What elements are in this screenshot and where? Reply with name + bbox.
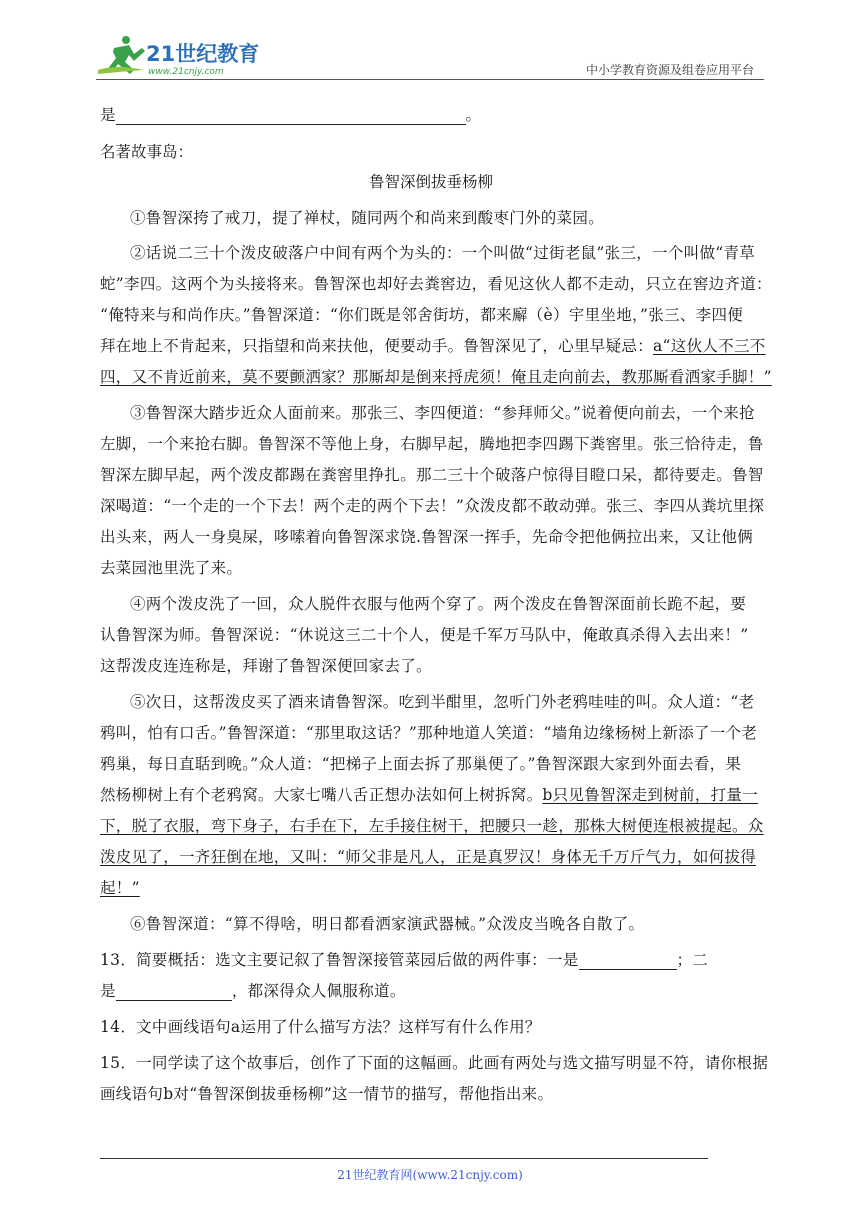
paragraph-3-line: 深喝道：“一个走的一个下去！两个走的两个下去！”众泼皮都不敢动弹。张三、李四从粪坑里探 [100,497,765,515]
paragraph-3-line: 智深左脚早起，两个泼皮都踢在粪窖里挣扎。那二三十个破落户惊得目瞪口呆，都待要走。鲁智 [100,466,764,484]
answer-blank[interactable] [116,108,466,125]
page-header [0,0,860,84]
paragraph-2-line: 蛇”李四。这两个为头接将来。鲁智深也却好去粪窖边，看见这伙人都不走动，只立在窖边齐道： [100,275,772,293]
paragraph-2-line: 拜在地上不肯起来，只指望和尚来扶他，便要动手。鲁智深见了，心里早疑忌：a“这伙人不三不 [100,337,766,355]
underlined-sentence-a: 四，又不肯近前来，莫不要颤洒家？那厮却是倒来捋虎须！俺且走向前去，教那厮看洒家手脚！” [100,368,772,386]
platform-name: 中小学教育资源及组卷应用平台 [585,63,754,77]
paragraph-4-line: 认鲁智深为师。鲁智深说：“休说这三二十个人，便是千军万马队中，俺敢真杀得入去出来！” [100,626,749,644]
paragraph-5-line: 然杨柳树上有个老鸦窝。大家七嘴八舌正想办法如何上树拆窝。b只见鲁智深走到树前，打量一 [100,786,759,804]
paragraph-2-line: “俺特来与和尚作庆。”鲁智深道：“你们既是邻舍街坊，都来廨（è）宇里坐地，”张三、李四便 [100,306,744,324]
paragraph-4-line: 这帮泼皮连连称是，拜谢了鲁智深便回家去了。 [100,657,432,675]
footer-divider [100,1158,708,1159]
footer-text: 21世纪教育网(www.21cnjy.com) [337,1168,523,1182]
question-14: 14．文中画线语句a运用了什么描写方法？这样写有什么作用？ [100,1018,541,1036]
paragraph-4-line: ④两个泼皮洗了一回，众人脱件衣服与他两个穿了。两个泼皮在鲁智深面前长跪不起，要 [130,595,747,613]
paragraph-6: ⑥鲁智深道：“算不得啥，明日都看洒家演武器械。”众泼皮当晚各自散了。 [130,915,645,933]
story-title: 鲁智深倒拔垂杨柳 [368,173,493,191]
paragraph-3-line: ③鲁智深大踏步近众人面前来。那张三、李四便道：“参拜师父。”说着便向前去，一个来抢 [130,404,755,422]
paragraph-5-line: 鸦叫，怕有口舌。”鲁智深道：“那里取这话？”那种地道人笑道：“墙角边缘杨树上新添了一个老 [100,724,758,742]
question-15: 画线语句b对“鲁智深倒拔垂杨柳”这一情节的描写，帮他指出来。 [100,1085,554,1103]
paragraph-2-line: ②话说二三十个泼皮破落户中间有两个为头的：一个叫做“过街老鼠”张三，一个叫做“青草 [130,244,756,262]
underlined-sentence-a: a“这伙人不三不 [653,337,766,355]
paragraph-3-line: 去菜园池里洗了来。 [100,559,243,577]
paragraph-3-line: 左脚，一个来抢右脚。鲁智深不等他上身，右脚早起，腾地把李四踢下粪窖里。张三恰待走，鲁 [100,435,764,453]
underlined-sentence-b: 泼皮见了，一齐狂倒在地，又叫：“师父非是凡人，正是真罗汉！身体无千万斤气力，如何拔得 [100,848,757,866]
svg-text:21世纪教育: 21世纪教育 [146,42,260,66]
svg-text:www.21cnjy.com: www.21cnjy.com [148,67,224,77]
answer-blank[interactable] [579,953,677,970]
question-13: 13．简要概括：选文主要记叙了鲁智深接管菜园后做的两件事：一是 ；二 [100,951,709,969]
question-13: 是 ，都深得众人佩服称道。 [100,982,406,1000]
paragraph-3-line: 出头来，两人一身臭屎，哆嗦着向鲁智深求饶.鲁智深一挥手，先命令把他俩拉出来，又让他俩 [100,528,754,546]
answer-blank[interactable] [116,984,232,1001]
paragraph-5-line: ⑤次日，这帮泼皮买了酒来请鲁智深。吃到半酣里，忽听门外老鸦哇哇的叫。众人道：“老 [130,693,755,711]
site-logo [96,34,266,78]
underlined-sentence-b: 起！” [100,879,140,897]
paragraph-5-line: 鸦巢，每日直聒到晚。”众人道：“把梯子上面去拆了那巢便了。”鲁智深跟大家到外面去看，果 [100,755,742,773]
underlined-sentence-b: 下，脱了衣服，弯下身子，右手在下，左手接住树干，把腰只一趁，那株大树便连根被提起。众 [100,817,764,835]
underlined-sentence-b: b只见鲁智深走到树前，打量一 [542,786,759,804]
section-heading: 名著故事岛： [100,143,194,161]
header-divider [96,79,764,80]
answer-line: 是 。 [100,106,482,124]
question-15: 15．一同学读了这个故事后，创作了下面的这幅画。此画有两处与选文描写明显不符，请你根据 [100,1054,769,1072]
paragraph-1: ①鲁智深挎了戒刀，提了禅杖，随同两个和尚来到酸枣门外的菜园。 [130,209,605,227]
runner-icon [98,36,145,74]
